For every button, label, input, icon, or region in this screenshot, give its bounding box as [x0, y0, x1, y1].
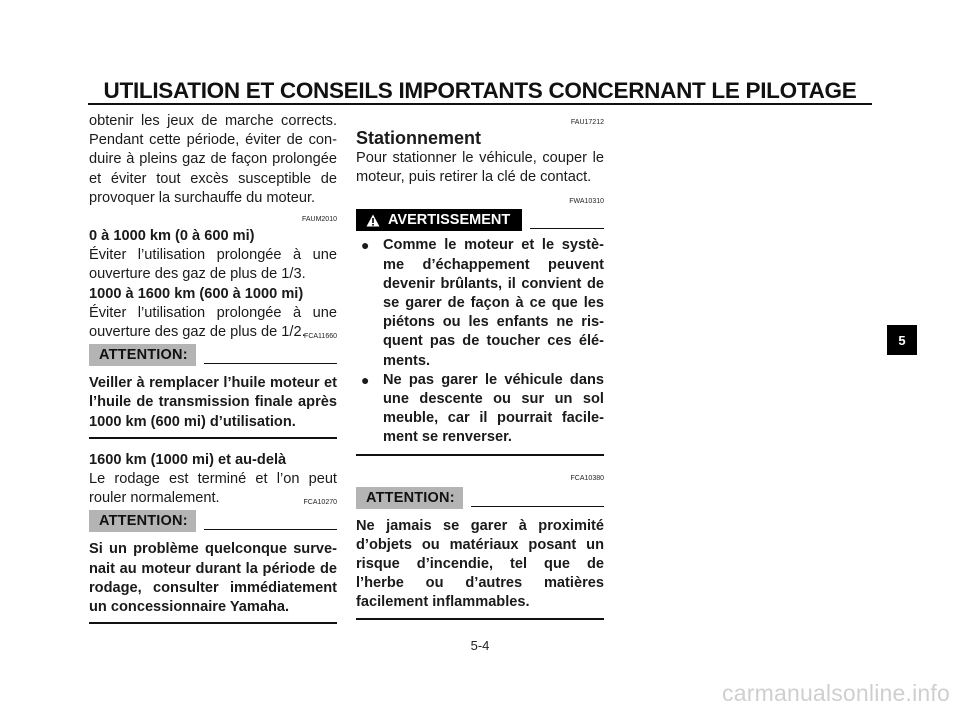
paragraph-1000-1600: Éviter l’utilisation prolongée à une ouverture des gaz de plus de 1/2.: [89, 304, 337, 341]
attention-rule: [204, 363, 337, 364]
intro-paragraph: obtenir les jeux de marche corrects. Pendant cette période, éviter de con-duire à pleins gaz de façon prolongée et éviter tout excès susceptible de provoquer la surchauffe du moteur.: [89, 113, 337, 206]
subheading-1600-plus: 1600 km (1000 mi) et au-delà: [89, 451, 287, 468]
attention-text: Ne jamais se garer à proximité d’objets ou matériaux posant un risque d’incendie, tel que de l’herbe ou d’autres matières facilement inflammables.: [356, 517, 604, 611]
attention-end-rule: [89, 437, 337, 439]
attention-text: Si un problème quelconque surve-nait au moteur durant la période de rodage, consulter immédiatement un concessionnaire Yamaha.: [89, 541, 337, 616]
header-rule: [88, 103, 872, 105]
code-label: FAUM2010: [301, 216, 337, 224]
page-number: 5-4: [470, 638, 490, 653]
warning-item-text: Ne pas garer le véhicule dans une descente ou sur un sol meuble, car il pourrait facile-ment se renverser.: [383, 371, 604, 446]
watermark: carmanualsonline.info: [722, 680, 950, 706]
code-label: FCA10270: [303, 499, 337, 507]
attention-notice-header: [89, 510, 337, 532]
code-label: FCA10380: [570, 474, 604, 482]
warning-end-rule: [356, 454, 604, 456]
attention-label: ATTENTION:: [89, 510, 196, 532]
bullet-dot-icon: ●: [361, 237, 370, 254]
section-paragraph: Pour stationner le véhicule, couper le moteur, puis retirer la clé de contact.: [356, 150, 604, 186]
attention-end-rule: [356, 618, 604, 620]
warning-label-box: [356, 209, 522, 231]
attention-rule: [204, 529, 337, 530]
attention-rule: [471, 506, 604, 507]
list-item: [356, 371, 604, 448]
attention-label: ATTENTION:: [356, 487, 463, 509]
paragraph-1600-plus: Le rodage est terminé et l’on peut rouler normalement.: [89, 471, 337, 507]
warning-label: AVERTISSEMENT: [388, 212, 511, 229]
subheading-0-1000: 0 à 1000 km (0 à 600 mi): [89, 228, 255, 245]
middle-column: [356, 112, 604, 620]
attention-notice-header: [356, 487, 604, 509]
page-header-title: UTILISATION ET CONSEILS IMPORTANTS CONCERNANT LE PILOTAGE: [103, 78, 857, 103]
warning-list: [356, 236, 604, 447]
code-label: FAU17212: [570, 119, 604, 126]
code-label: FCA11660: [304, 333, 337, 341]
attention-end-rule: [89, 622, 337, 624]
bullet-dot-icon: ●: [361, 371, 370, 388]
subheading-1000-1600: 1000 à 1600 km (600 à 1000 mi): [89, 285, 304, 302]
warning-notice-header: [356, 209, 604, 231]
warning-rule: [530, 228, 604, 229]
attention-text: Veiller à remplacer l’huile moteur et l’huile de transmission finale après 1000 km (600 mi) d’utilisation.: [89, 375, 337, 430]
attention-label: ATTENTION:: [89, 344, 196, 366]
left-column: [89, 112, 337, 624]
attention-notice-header: [89, 344, 337, 366]
warning-triangle-icon: [366, 214, 380, 227]
chapter-tab: 5: [887, 325, 917, 355]
code-label: FWA10310: [569, 198, 604, 206]
list-item: [356, 236, 604, 370]
section-title: Stationnement: [356, 128, 482, 148]
paragraph-0-1000: Éviter l’utilisation prolongée à une ouverture des gaz de plus de 1/3.: [89, 247, 337, 283]
warning-item-text: Comme le moteur et le systè-me d’échappement peuvent devenir brûlants, il convient de se garer de façon à ce que les piétons ou les enfants ne ris-quent pas de toucher ces élé-ments.: [383, 237, 604, 369]
